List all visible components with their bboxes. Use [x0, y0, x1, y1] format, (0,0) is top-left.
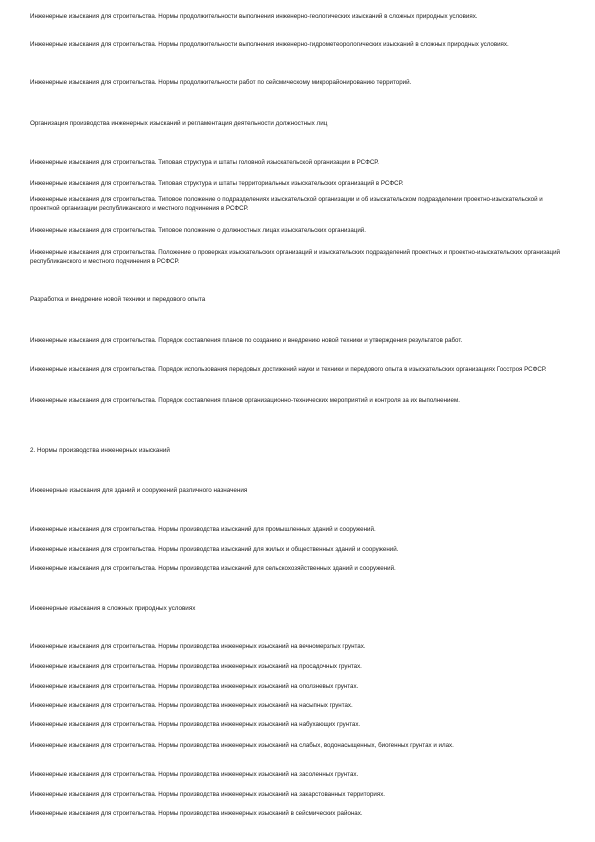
paragraph-permafrost-soils: Инженерные изыскания для строительства. Нормы производства инженерных изысканий на вечномерзлых грунтах.: [30, 643, 366, 650]
paragraph-inspection-regulations: Инженерные изыскания для строительства. Положение о проверках изыскательских организаций и изыскательских подразделений проектных и проектно-изыскательских организаций республиканского и местного подчинения в РСФСР.: [30, 249, 560, 265]
paragraph-karst-territories: Инженерные изыскания для строительства. Нормы производства инженерных изысканий на закарстованных территориях.: [30, 791, 386, 798]
section-heading-new-technology: Разработка и внедрение новой техники и передового опыта: [30, 296, 206, 303]
paragraph-fill-soils: Инженерные изыскания для строительства. Нормы производства инженерных изысканий на насыпных грунтах.: [30, 702, 353, 709]
paragraph-residential-buildings: Инженерные изыскания для строительства. Нормы производства изысканий для жилых и общественных зданий и сооружений.: [30, 546, 399, 553]
paragraph-landslide-soils: Инженерные изыскания для строительства. Нормы производства инженерных изысканий на оползневых грунтах.: [30, 683, 359, 690]
paragraph-org-tech-measures: Инженерные изыскания для строительства. Порядок составления планов организационно-технических мероприятий и контроля за их выполнением.: [30, 397, 460, 404]
paragraph-technology-plans: Инженерные изыскания для строительства. Порядок составления планов по созданию и внедрению новой техники и утверждения результатов работ.: [30, 337, 463, 344]
paragraph-subdivision-regulations: Инженерные изыскания для строительства. Типовое положение о подразделениях изыскательской организации и об изыскательском подразделении проектно-изыскательской и проектной организации республиканского и местного подчинения в РСФСР.: [30, 196, 543, 212]
paragraph-seismic-microzoning: Инженерные изыскания для строительства. Нормы продолжительности работ по сейсмическому микрорайонированию территорий.: [30, 79, 412, 86]
section-heading-buildings: Инженерные изыскания для зданий и сооружений различного назначения: [30, 487, 248, 494]
section-heading-complex-conditions: Инженерные изыскания в сложных природных условиях: [30, 605, 196, 612]
paragraph-weak-soils: Инженерные изыскания для строительства. Нормы производства инженерных изысканий на слабых, водонасыщенных, биогенных грунтах и илах.: [30, 742, 454, 749]
paragraph-advanced-experience: Инженерные изыскания для строительства. Порядок использования передовых достижений науки и техники и передового опыта в изыскательских организациях Госстроя РСФСР.: [30, 366, 547, 373]
paragraph-officials-regulations: Инженерные изыскания для строительства. Типовое положение о должностных лицах изыскательских организаций.: [30, 227, 366, 234]
section-heading-organization: Организация производства инженерных изысканий и регламентация деятельности должностных лиц: [30, 120, 328, 127]
section-heading-production-norms: 2. Нормы производства инженерных изысканий: [30, 447, 170, 454]
paragraph-head-org-structure: Инженерные изыскания для строительства. Типовая структура и штаты головной изыскательской организации в РСФСР.: [30, 159, 379, 166]
paragraph-territorial-org-structure: Инженерные изыскания для строительства. Типовая структура и штаты территориальных изыскательских организаций в РСФСР.: [30, 180, 404, 187]
paragraph-swelling-soils: Инженерные изыскания для строительства. Нормы производства инженерных изысканий на набухающих грунтах.: [30, 721, 361, 728]
paragraph-industrial-buildings: Инженерные изыскания для строительства. Нормы производства изысканий для промышленных зданий и сооружений.: [30, 526, 376, 533]
paragraph-subsidence-soils: Инженерные изыскания для строительства. Нормы производства инженерных изысканий на просадочных грунтах.: [30, 663, 362, 670]
paragraph-seismic-regions: Инженерные изыскания для строительства. Нормы производства инженерных изысканий в сейсмических районах.: [30, 810, 363, 817]
paragraph-geology-durations: Инженерные изыскания для строительства. Нормы продолжительности выполнения инженерно-геологических изысканий в сложных природных условиях.: [30, 13, 478, 20]
paragraph-hydromet-durations: Инженерные изыскания для строительства. Нормы продолжительности выполнения инженерно-гидрометеорологических изысканий в сложных природных условиях.: [30, 41, 509, 48]
paragraph-saline-soils: Инженерные изыскания для строительства. Нормы производства инженерных изысканий на засоленных грунтах.: [30, 771, 359, 778]
paragraph-agricultural-buildings: Инженерные изыскания для строительства. Нормы производства изысканий для сельскохозяйственных зданий и сооружений.: [30, 565, 396, 572]
